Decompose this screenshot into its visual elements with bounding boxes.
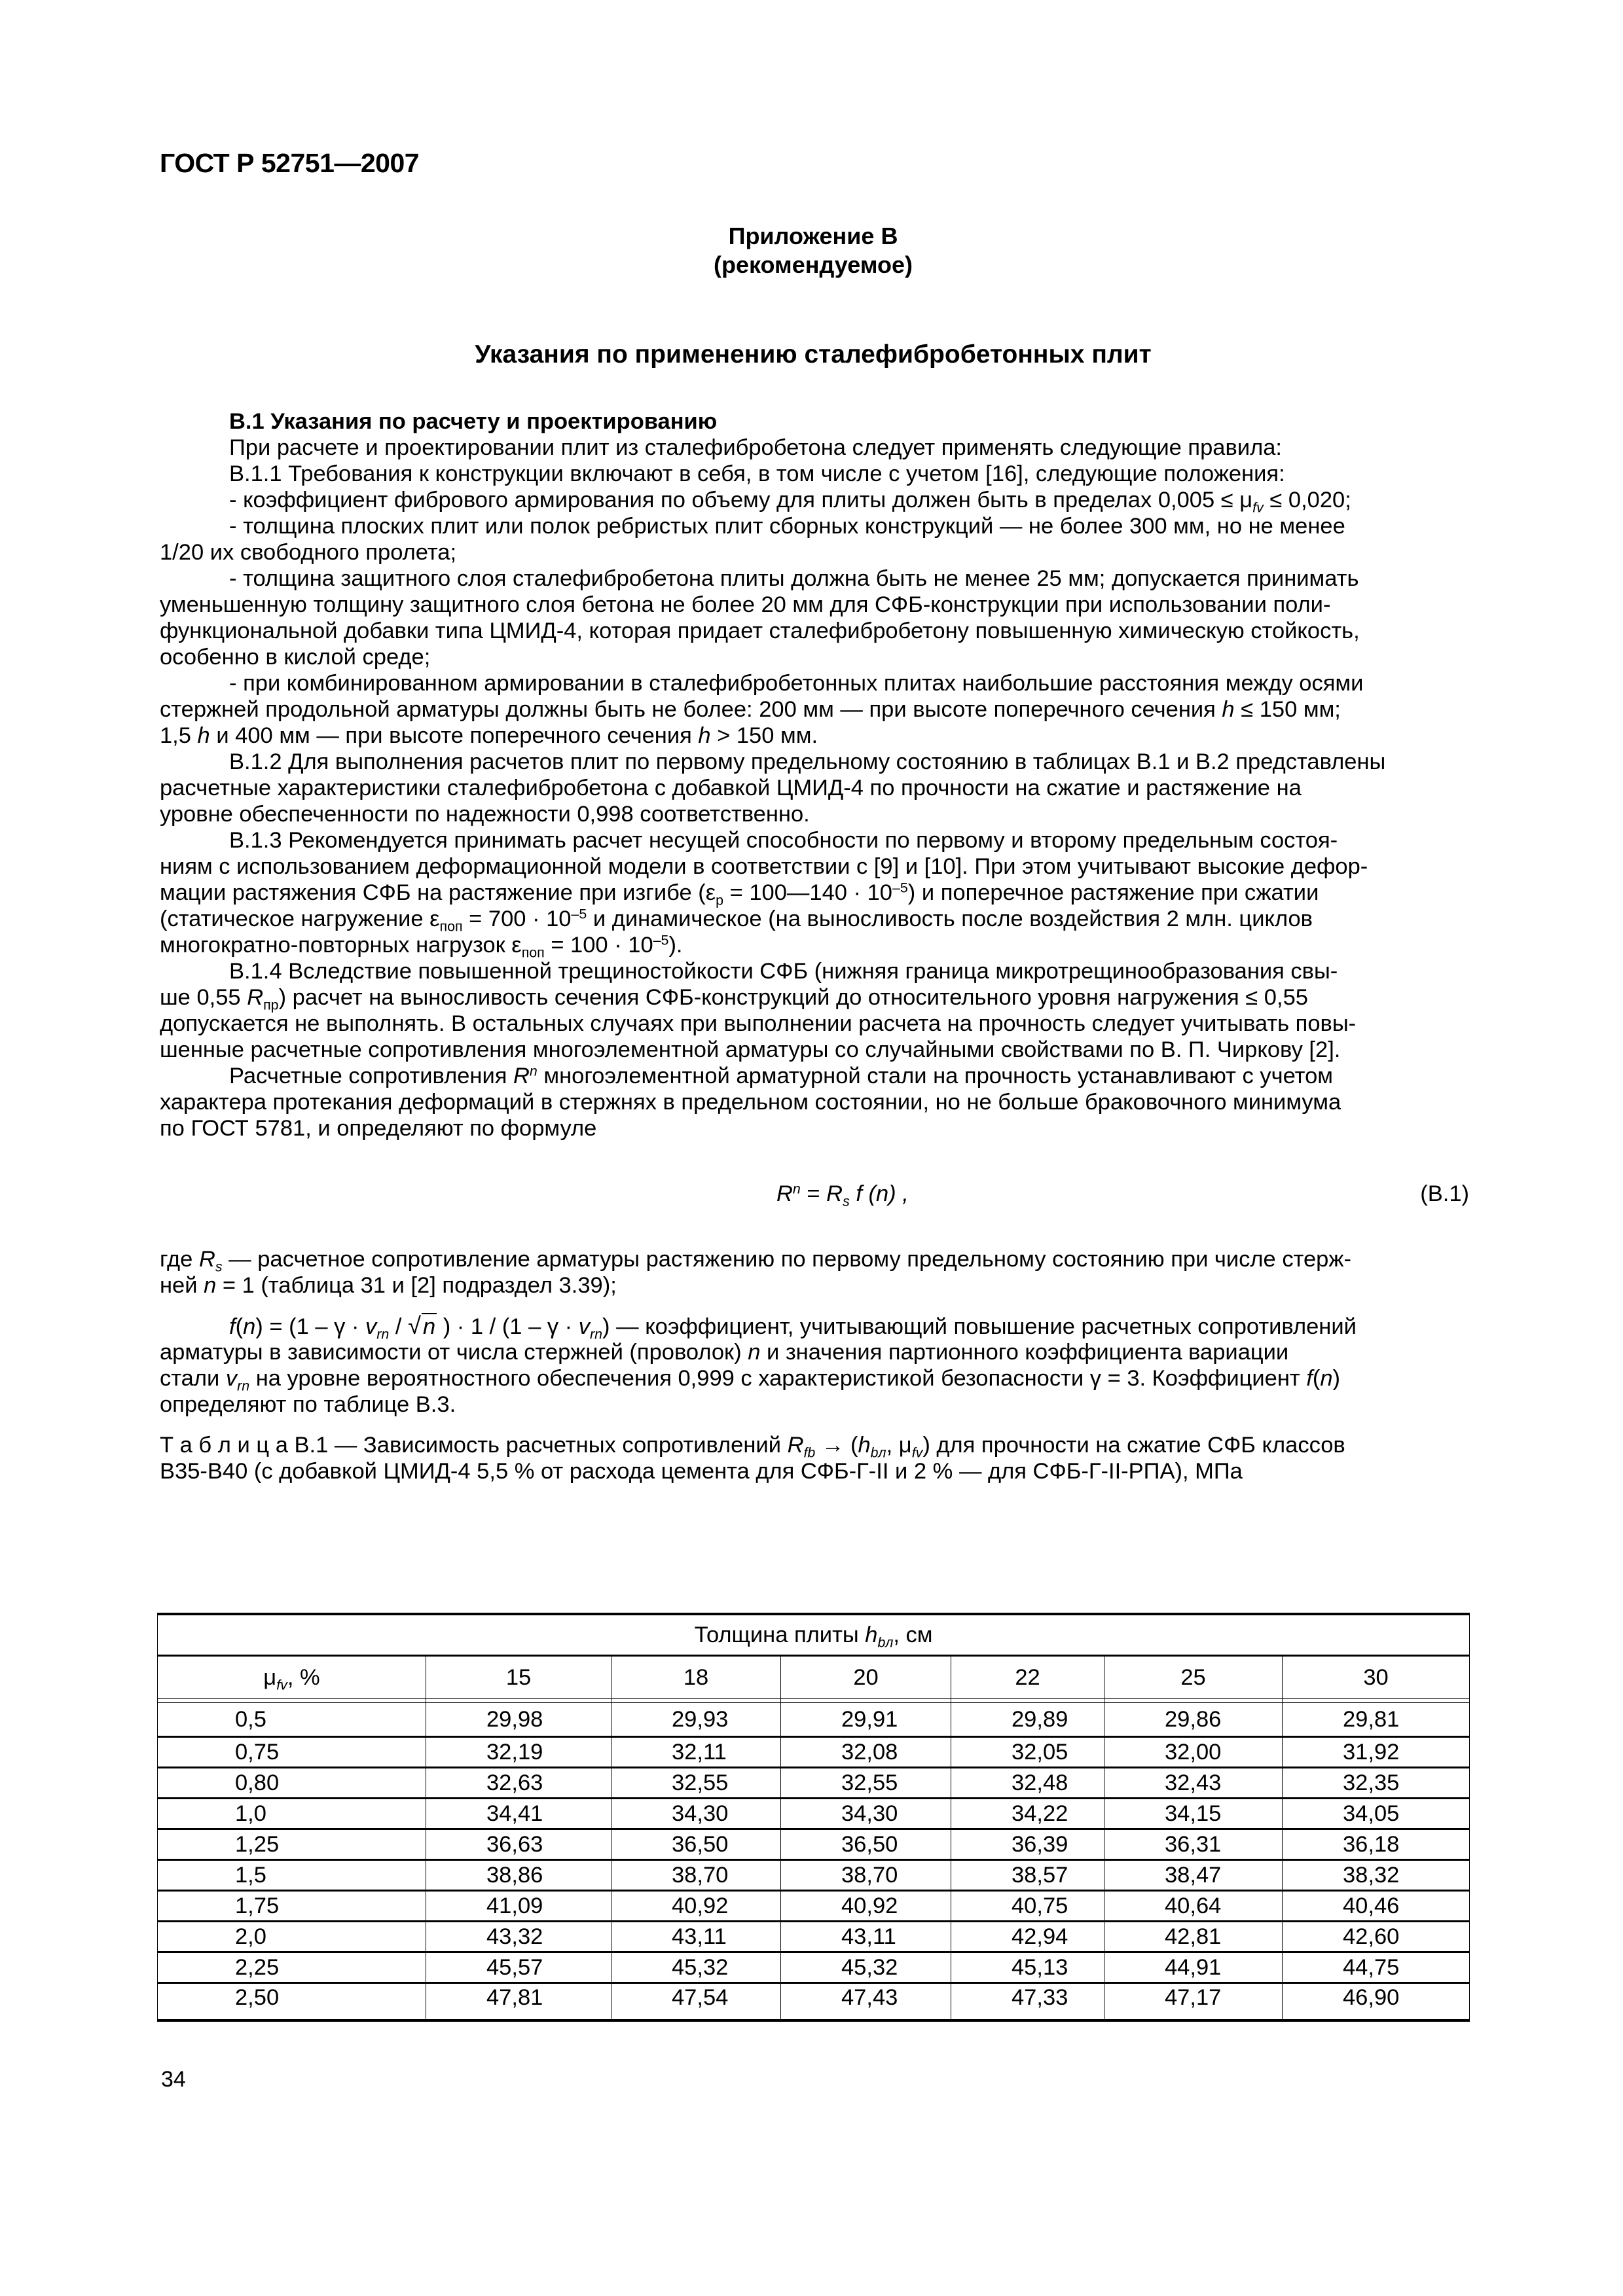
table-cell: 29,98 <box>426 1703 611 1737</box>
table-cell: 42,94 <box>951 1922 1104 1952</box>
paragraph-b13-line: (статическое нагружение $\varepsilon_{поп} = 700 \cdot 10^{-5}$ и динамическое (на выносливость после воздействия 2 млн. циклов <box>160 906 1313 935</box>
spacer <box>160 1141 1469 1181</box>
table-cell: 42,60 <box>1283 1922 1470 1952</box>
where-rs-line: где $R_s$ — расчетное сопротивление арматуры растяжению по первому предельному состоянию при числе стерж- <box>160 1247 1351 1275</box>
table-cell: 32,00 <box>1104 1737 1283 1768</box>
table-cell: 38,57 <box>951 1860 1104 1891</box>
table-cell: 47,54 <box>611 1983 781 2021</box>
paragraph-b14-line: шенные расчетные сопротивления многоэлементной арматуры со случайными свойствами по В. П. Чиркову [2]. <box>160 1037 1341 1062</box>
table-column-header: 20 <box>781 1656 951 1699</box>
table-cell: 41,09 <box>426 1891 611 1922</box>
table-cell: 32,35 <box>1283 1768 1470 1799</box>
table-cell: 29,89 <box>951 1703 1104 1737</box>
table-cell: 43,32 <box>426 1922 611 1952</box>
section-heading: В.1 Указания по расчету и проектированию <box>229 409 718 434</box>
list-item-thickness-line: - толщина плоских плит или полок ребристых плит сборных конструкций — не более 300 мм, но не менее <box>229 514 1345 539</box>
table-cell: 44,75 <box>1283 1952 1470 1983</box>
paragraph-b13-line: В.1.3 Рекомендуется принимать расчет несущей способности по первому и второму предельным состоя- <box>229 828 1338 853</box>
list-item-spacing-line: 1,5 h и 400 мм — при высоте поперечного сечения h > 150 мм. <box>160 723 818 748</box>
table-cell: 40,92 <box>781 1891 951 1922</box>
table-cell: 32,55 <box>611 1768 781 1799</box>
table-row <box>158 1983 1470 2021</box>
paragraph-b13-line: мации растяжения СФБ на растяжение при изгибе ($\varepsilon_р$ = 100—140 · $10^{-5}$) и поперечное растяжение при сжатии <box>160 880 1319 908</box>
intro-paragraph: При расчете и проектировании плит из сталефибробетона следует применять следующие правила: <box>229 435 1282 460</box>
table-cell: 36,50 <box>781 1829 951 1860</box>
list-item-thickness-line: 1/20 их свободного пролета; <box>160 540 457 565</box>
paragraph-b12-line: уровне обеспеченности по надежности 0,998 соответственно. <box>160 802 810 827</box>
spacer <box>160 1207 1469 1246</box>
where-fn-line: $f(n) = (1 - \gamma \cdot v_{rn} / √n$ ) · $1 / (1 - \gamma \cdot v_{rn})$ — коэффициент, учитывающий повышение расчетных сопротивлений <box>229 1312 1357 1342</box>
table-row <box>158 1737 1470 1768</box>
paragraph-b14-line: ше 0,55 $R_{пр}$) расчет на выносливость сечения СФБ-конструкций до относительного уровня нагружения ≤ 0,55 <box>160 985 1308 1013</box>
table-cell: 32,19 <box>426 1737 611 1768</box>
table-column-header: 15 <box>426 1656 611 1699</box>
table-cell: 36,18 <box>1283 1829 1470 1860</box>
table-row <box>158 1860 1470 1891</box>
table-cell: 47,33 <box>951 1983 1104 2021</box>
table-cell: 32,48 <box>951 1768 1104 1799</box>
table-column-header: 30 <box>1283 1656 1470 1699</box>
formula-b1 <box>160 1181 1469 1210</box>
where-fn-line: определяют по таблице В.3. <box>160 1392 456 1417</box>
table-cell: 44,91 <box>1104 1952 1283 1983</box>
main-title: Указания по применению сталефибробетонных плит <box>475 340 1152 368</box>
table-cell: 47,81 <box>426 1983 611 2021</box>
table-cell: 29,93 <box>611 1703 781 1737</box>
table-cell: 45,32 <box>781 1952 951 1983</box>
table-row-label: 2,0 <box>158 1922 426 1952</box>
where-fn-line: стали $v_{rn}$ на уровне вероятностного обеспечения 0,999 с характеристикой безопасности γ = 3. Коэффициент f(n) <box>160 1366 1341 1394</box>
table-row-label: 1,5 <box>158 1860 426 1891</box>
appendix-status: (рекомендуемое) <box>714 251 913 278</box>
table-cell: 42,81 <box>1104 1922 1283 1952</box>
table-cell: 34,22 <box>951 1799 1104 1829</box>
sqrt-sign: √ <box>408 1312 421 1339</box>
page-number: 34 <box>161 2067 186 2092</box>
table-row <box>158 1768 1470 1799</box>
formula-number: (В.1) <box>1420 1181 1469 1206</box>
appendix-title: Приложение В <box>728 223 898 249</box>
table-row <box>158 1922 1470 1952</box>
paragraph-rn-line: по ГОСТ 5781, и определяют по формуле <box>160 1116 597 1141</box>
standard-header: ГОСТ Р 52751—2007 <box>160 148 420 178</box>
table-cell: 38,86 <box>426 1860 611 1891</box>
table-cell: 38,70 <box>611 1860 781 1891</box>
table-column-header: 18 <box>611 1656 781 1699</box>
table-cell: 47,43 <box>781 1983 951 2021</box>
list-item-spacing-line: - при комбинированном армировании в сталефибробетонных плитах наибольшие расстояния между осями <box>229 671 1364 696</box>
table-row-label: 2,50 <box>158 1983 426 2021</box>
table-cell: 36,63 <box>426 1829 611 1860</box>
table-cell: 40,64 <box>1104 1891 1283 1922</box>
table-cell: 40,92 <box>611 1891 781 1922</box>
table-cell: 34,05 <box>1283 1799 1470 1829</box>
table-cell: 46,90 <box>1283 1983 1470 2021</box>
table-row <box>158 1891 1470 1922</box>
table-row <box>158 1829 1470 1860</box>
table-cell: 38,32 <box>1283 1860 1470 1891</box>
paragraph-b14-line: допускается не выполнять. В остальных случаях при выполнении расчета на прочность следует учитывать повы- <box>160 1011 1357 1036</box>
paragraph-b11-lead: В.1.1 Требования к конструкции включают в себя, в том числе с учетом [16], следующие положения: <box>229 461 1285 486</box>
table-cell: 29,86 <box>1104 1703 1283 1737</box>
table-cell: 32,63 <box>426 1768 611 1799</box>
paragraph-b12-line: расчетные характеристики сталефибробетона с добавкой ЦМИД-4 по прочности на сжатие и растяжение на <box>160 776 1302 800</box>
table-row <box>158 1703 1470 1737</box>
table-caption-line: В35-В40 (с добавкой ЦМИД-4 5,5 % от расхода цемента для СФБ-Г-II и 2 % — для СФБ-Г-II-РПА), МПа <box>160 1459 1243 1484</box>
spacer <box>160 1418 1469 1432</box>
table-column-header-row <box>158 1656 1470 1699</box>
table-row-header-label: $\mu_{fv}$, % <box>158 1656 426 1699</box>
list-item-cover-line: особенно в кислой среде; <box>160 645 431 670</box>
paragraph-rn-line: характера протекания деформаций в стержнях в предельном состоянии, но не больше браковочного минимума <box>160 1090 1341 1115</box>
list-item-fiber-ratio: - коэффициент фибрового армирования по объему для плиты должен быть в пределах $0,005 \le \mu_{fv} \le 0,020$; <box>229 488 1351 516</box>
table-row-label: 0,75 <box>158 1737 426 1768</box>
paragraph-b13-line: многократно-повторных нагрузок $\varepsilon_{поп} = 100 \cdot 10^{-5}$). <box>160 932 683 961</box>
table-cell: 36,50 <box>611 1829 781 1860</box>
table-cell: 34,30 <box>611 1799 781 1829</box>
table-cell: 32,11 <box>611 1737 781 1768</box>
table-cell: 34,15 <box>1104 1799 1283 1829</box>
table-caption-line: Т а б л и ц а В.1 — Зависимость расчетных сопротивлений $R_{fb} \to (h_{bл}$, $\mu_{fv}$) для прочности на сжатие СФБ классов <box>160 1433 1345 1461</box>
table-row-label: 0,5 <box>158 1703 426 1737</box>
table-row-label: 1,0 <box>158 1799 426 1829</box>
table-cell: 38,47 <box>1104 1860 1283 1891</box>
paragraph-rn-line: Расчетные сопротивления $R^n$ многоэлементной арматурной стали на прочность устанавливают с учетом <box>229 1063 1333 1088</box>
table-cell: 34,41 <box>426 1799 611 1829</box>
list-item-cover-line: функциональной добавки типа ЦМИД-4, которая придает сталефибробетону повышенную химическую стойкость, <box>160 619 1360 643</box>
list-item-spacing-line: стержней продольной арматуры должны быть не более: 200 мм — при высоте поперечного сечения h ≤ 150 мм; <box>160 697 1341 722</box>
table-cell: 45,57 <box>426 1952 611 1983</box>
table-cell: 32,43 <box>1104 1768 1283 1799</box>
table-cell: 32,55 <box>781 1768 951 1799</box>
table-row-label: 1,75 <box>158 1891 426 1922</box>
body-text <box>160 408 1469 1484</box>
table-group-header: Толщина плиты $h_{bл}$, см <box>158 1614 1470 1656</box>
data-table-b1 <box>157 1613 1470 2022</box>
table-cell: 32,08 <box>781 1737 951 1768</box>
table-cell: 43,11 <box>611 1922 781 1952</box>
table-cell: 45,13 <box>951 1952 1104 1983</box>
table-cell: 32,05 <box>951 1737 1104 1768</box>
table-row <box>158 1952 1470 1983</box>
table-cell: 31,92 <box>1283 1737 1470 1768</box>
table-cell: 36,31 <box>1104 1829 1283 1860</box>
table-cell: 38,70 <box>781 1860 951 1891</box>
table-row-label: 2,25 <box>158 1952 426 1983</box>
list-item-cover-line: уменьшенную толщину защитного слоя бетона не более 20 мм для СФБ-конструкции при использовании поли- <box>160 592 1331 617</box>
table-cell: 43,11 <box>781 1922 951 1952</box>
table-cell: 29,81 <box>1283 1703 1470 1737</box>
table-cell: 36,39 <box>951 1829 1104 1860</box>
where-rs-line: ней n = 1 (таблица 31 и [2] подраздел 3.39); <box>160 1273 617 1298</box>
table-cell: 40,75 <box>951 1891 1104 1922</box>
table-cell: 34,30 <box>781 1799 951 1829</box>
list-item-cover-line: - толщина защитного слоя сталефибробетона плиты должна быть не менее 25 мм; допускается принимать <box>229 566 1359 591</box>
table-cell: 40,46 <box>1283 1891 1470 1922</box>
table-cell: 45,32 <box>611 1952 781 1983</box>
table-row-label: 0,80 <box>158 1768 426 1799</box>
table-column-header: 25 <box>1104 1656 1283 1699</box>
table-column-header: 22 <box>951 1656 1104 1699</box>
spacer <box>160 1299 1469 1313</box>
table-row-label: 1,25 <box>158 1829 426 1860</box>
table-cell: 47,17 <box>1104 1983 1283 2021</box>
table-group-header-row <box>158 1614 1470 1656</box>
paragraph-b14-line: В.1.4 Вследствие повышенной трещиностойкости СФБ (нижняя граница микротрещинообразования свы- <box>229 959 1338 984</box>
paragraph-b12-line: В.1.2 Для выполнения расчетов плит по первому предельному состоянию в таблицах В.1 и В.2 представлены <box>229 749 1386 774</box>
table-row <box>158 1799 1470 1829</box>
table-cell: 29,91 <box>781 1703 951 1737</box>
formula-expression: $R^n = R_s$ f (n) , <box>776 1181 909 1210</box>
where-fn-line: арматуры в зависимости от числа стержней (проволок) n и значения партионного коэффициента вариации <box>160 1340 1289 1365</box>
paragraph-b13-line: ниям с использованием деформационной модели в соответствии с [9] и [10]. При этом учитывают высокие дефор- <box>160 854 1368 879</box>
